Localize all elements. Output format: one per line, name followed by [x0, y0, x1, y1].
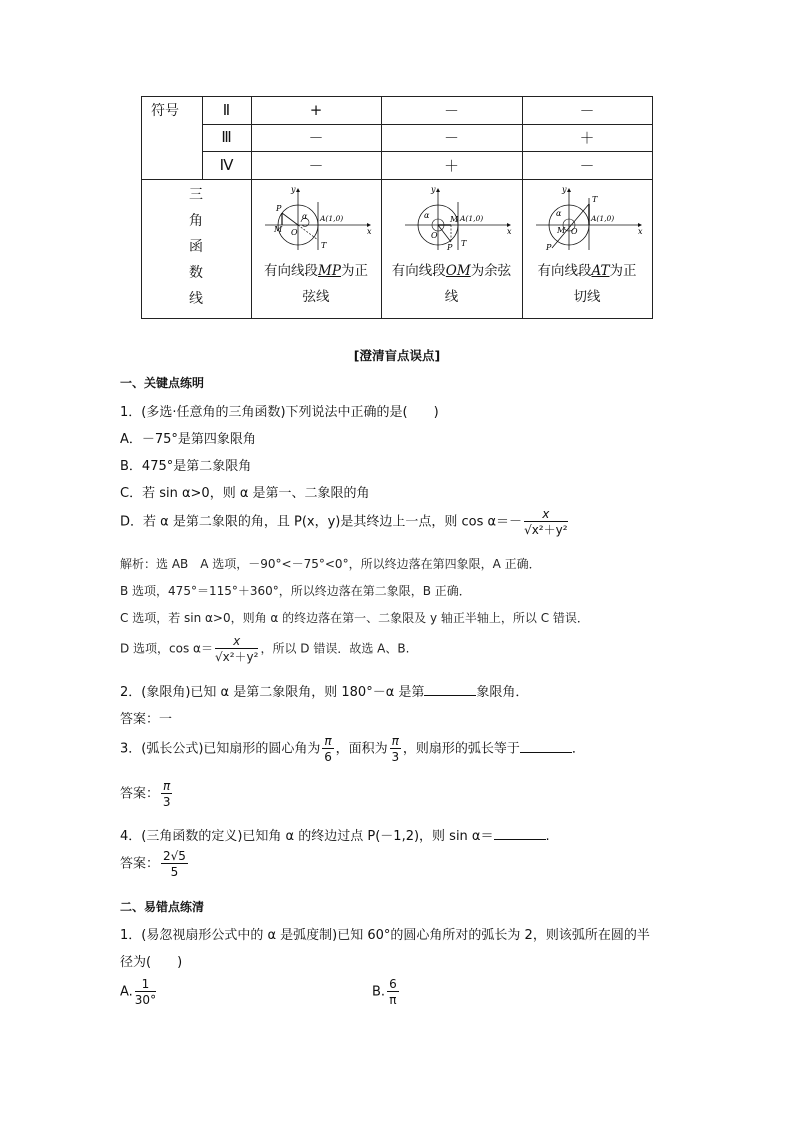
caption-segment: OM [445, 263, 471, 279]
q1-explanation-1: 解析：选 AB A 选项，－90°<－75°<0°，所以终边落在第四象限，A 正确． [120, 557, 541, 571]
tan-sign-cell: ＋ [579, 129, 595, 147]
q2-answer: 答案：一 [120, 712, 173, 727]
q1-explanation-4 [120, 635, 409, 663]
caption-segment: AT [591, 263, 610, 279]
x-axis-label: x [367, 227, 372, 236]
part2-heading: 二、易错点练清 [120, 900, 205, 914]
fraction-numerator: π [391, 734, 399, 748]
point-a-label: A(1,0) [460, 214, 484, 223]
q3-text: ，面积为 [335, 741, 388, 757]
origin-label: O [291, 228, 298, 237]
point-p-label: P [546, 243, 552, 252]
alpha-label: α [302, 212, 308, 221]
tangent-line-diagram [534, 182, 644, 252]
option-label: A. [120, 984, 133, 1000]
q2-stem [120, 681, 528, 700]
q4-stem [120, 825, 550, 844]
q3-stem [120, 735, 585, 763]
cos-sign-cell: ＋ [443, 156, 459, 175]
x-axis-label: x [507, 227, 512, 236]
sin-sign-cell: + [309, 101, 323, 119]
caption-text: 有向线段 [537, 263, 592, 279]
fraction [161, 780, 172, 808]
fraction-numerator: π [324, 734, 332, 748]
p2-q1-option-a [120, 978, 158, 1006]
fraction-denominator: 30° [134, 993, 157, 1007]
section-title: [澄清盲点误点] [353, 348, 441, 363]
caption-text: 为余弦 [470, 263, 512, 279]
fraction [322, 735, 333, 763]
fraction-denominator: √x²＋y² [524, 523, 568, 537]
caption-text: 有向线段 [264, 263, 319, 279]
origin-label: O [571, 227, 578, 236]
q1-option-b: B．475°是第二象限角 [120, 459, 252, 474]
q1-option-c: C．若 sin α>0，则 α 是第一、二象限的角 [120, 486, 370, 501]
y-axis-label: y [291, 185, 296, 194]
fraction-numerator: 6 [389, 977, 397, 991]
alpha-label: α [424, 211, 430, 220]
fraction-denominator: 5 [170, 865, 179, 879]
caption-text: 切线 [573, 289, 601, 305]
fraction [524, 508, 567, 536]
fraction-denominator: π [389, 993, 397, 1007]
answer-label: 答案： [120, 786, 160, 802]
q1-option-a: A．－75°是第四象限角 [120, 432, 256, 447]
fraction-denominator: 3 [391, 750, 400, 764]
alpha-label: α [556, 209, 562, 218]
tangent-line-caption [522, 258, 652, 310]
q2-text: 2．(象限角)已知 α 是第二象限角，则 180°－α 是第 [120, 685, 425, 700]
point-a-label: A(1,0) [320, 214, 344, 223]
q1-option-d [120, 508, 570, 536]
quadrant-cell: Ⅳ [219, 157, 234, 174]
fraction-denominator: √x²＋y² [214, 650, 259, 664]
trig-line-label-char: 数 [189, 265, 203, 281]
point-t-label: T [321, 241, 327, 250]
y-axis-label: y [431, 185, 436, 194]
explanation-text: D 选项，cos α＝ [120, 641, 213, 656]
point-a-label: A(1,0) [591, 214, 615, 223]
q4-text: 4．(三角函数的定义)已知角 α 的终边过点 P(－1,2)，则 sin α＝ [120, 829, 494, 844]
p2-q1-option-b [372, 978, 401, 1006]
answer-blank [520, 740, 572, 753]
q3-answer [120, 780, 174, 808]
answer-blank [494, 827, 546, 840]
point-m-label: M [450, 215, 459, 224]
fraction-numerator: π [163, 779, 171, 793]
trig-line-label-char: 线 [189, 291, 203, 307]
p2-q1-line2: 径为( ) [120, 955, 183, 970]
cosine-line-caption [381, 258, 522, 310]
p2-q1-line1: 1．(易忽视扇形公式中的 α 是弧度制)已知 60°的圆心角所对的弧长为 2，则该弧所在圆的半 [120, 928, 650, 943]
q4-answer [120, 850, 190, 878]
fraction [215, 635, 258, 663]
cos-sign-cell: － [443, 101, 459, 120]
fraction-denominator: 6 [324, 750, 332, 764]
caption-text: 为正 [609, 263, 637, 279]
q1-stem: 1．(多选·任意角的三角函数)下列说法中正确的是( ) [120, 405, 439, 420]
point-m-label: M [274, 225, 283, 234]
fraction-numerator: 1 [135, 978, 156, 992]
q1-explanation-2: B 选项，475°＝115°＋360°，所以终边落在第二象限，B 正确． [120, 584, 471, 598]
point-p-label: P [276, 204, 282, 213]
fraction [161, 850, 188, 878]
part1-heading: 一、关键点练明 [120, 376, 205, 390]
fraction-numerator: x [524, 508, 567, 522]
quadrant-cell: Ⅲ [221, 130, 232, 146]
q2-text: 象限角． [476, 685, 529, 700]
caption-text: 为正 [340, 263, 368, 279]
caption-text: 有向线段 [391, 263, 446, 279]
quadrant-cell: Ⅱ [222, 102, 231, 119]
trig-line-label-char: 三 [189, 187, 203, 203]
caption-text: 线 [444, 289, 459, 305]
q4-text: . [545, 829, 550, 844]
fraction-numerator: 2√5 [163, 849, 186, 863]
point-p-label: P [447, 243, 453, 252]
fraction [387, 978, 399, 1006]
point-m-label: M [557, 226, 566, 235]
trig-line-label-char: 函 [189, 239, 203, 255]
caption-text: 弦线 [302, 289, 330, 305]
origin-label: O [431, 231, 438, 240]
q3-text: ． [571, 741, 585, 757]
fraction [135, 978, 156, 1006]
sine-line-caption [251, 258, 381, 310]
fraction-numerator: x [215, 635, 258, 649]
trig-line-label-char: 角 [189, 213, 203, 229]
point-t-label: T [461, 239, 467, 248]
q3-text: 3．(弧长公式)已知扇形的圆心角为 [120, 741, 321, 757]
sin-sign-cell: － [308, 129, 324, 147]
tan-sign-cell: － [579, 101, 595, 120]
option-label: B. [372, 984, 386, 1000]
fraction [390, 735, 401, 763]
cosine-line-diagram [403, 182, 513, 252]
answer-blank [424, 683, 476, 696]
trig-sign-table [141, 96, 653, 319]
symbol-label: 符号 [151, 103, 179, 119]
caption-segment: MP [318, 263, 341, 279]
x-axis-label: x [638, 227, 643, 236]
y-axis-label: y [562, 185, 567, 194]
tan-sign-cell: － [579, 156, 595, 175]
sin-sign-cell: － [308, 156, 324, 175]
point-t-label: T [592, 195, 598, 204]
fraction-denominator: 3 [162, 795, 171, 809]
answer-label: 答案： [120, 856, 160, 872]
sine-line-diagram [263, 182, 373, 252]
cos-sign-cell: － [443, 129, 459, 147]
q3-text: ，则扇形的弧长等于 [402, 741, 520, 757]
explanation-text: ，所以 D 错误．故选 A、B. [260, 641, 410, 656]
q1-explanation-3: C 选项，若 sin α>0，则角 α 的终边落在第一、二象限及 y 轴正半轴上，所以 C 错误． [120, 611, 589, 625]
option-d-text: D．若 α 是第二象限的角，且 P(x，y)是其终边上一点，则 cos α＝－ [120, 514, 523, 530]
